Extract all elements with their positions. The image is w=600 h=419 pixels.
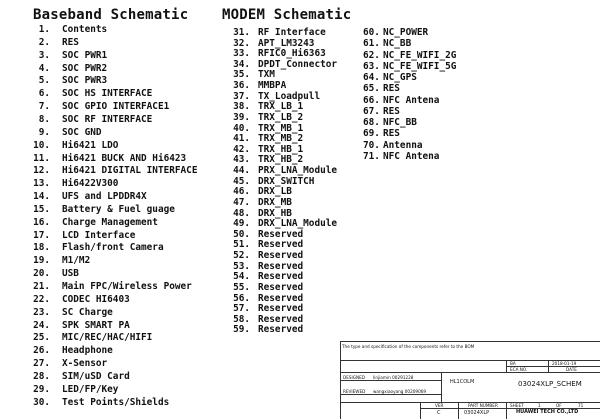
entry-number: 11. xyxy=(33,152,50,164)
entry-number: 5. xyxy=(38,75,50,87)
entry-title: Reserved xyxy=(258,281,304,293)
contents-entry xyxy=(30,255,90,267)
entry-number: 6. xyxy=(38,88,50,100)
entry-title: Charge Management xyxy=(62,216,158,228)
part-number-label: PART NUMBER xyxy=(468,403,498,408)
entry-title: APT_LM3243 xyxy=(258,37,315,49)
contents-entry xyxy=(30,345,113,357)
entry-title: DRX_MB xyxy=(258,196,292,208)
entry-title: NC_GPS xyxy=(383,72,417,83)
entry-title: TRX_LB_2 xyxy=(258,111,304,123)
entry-title: SOC GND xyxy=(62,126,102,138)
entry-title: RF Interface xyxy=(258,27,326,38)
entry-title: Battery & Fuel guage xyxy=(62,203,175,215)
entry-number: 1. xyxy=(38,24,50,35)
reviewer-name: wangxiaoyang 00209069 xyxy=(373,389,427,394)
contents-entry xyxy=(30,294,130,306)
contents-entry xyxy=(30,332,152,344)
entry-number: 35. xyxy=(233,69,250,81)
entry-number: 65. xyxy=(363,83,380,95)
entry-number: 71. xyxy=(363,150,380,162)
entry-title: SOC PWR1 xyxy=(62,49,108,61)
contents-entry xyxy=(30,204,175,216)
contents-entry xyxy=(30,37,79,49)
entry-number: 7. xyxy=(38,101,50,113)
entry-title: TRX_HB_2 xyxy=(258,154,304,166)
entry-number: 22. xyxy=(33,293,50,305)
entry-title: SIM/uSD Card xyxy=(62,370,130,382)
entry-number: 49. xyxy=(233,218,250,230)
entry-title: MIC/REC/HAC/HIFI xyxy=(62,332,153,344)
entry-title: Reserved xyxy=(258,271,304,283)
company-name: HUAWEI TECH CO.,LTD xyxy=(516,409,579,415)
entry-number: 36. xyxy=(233,80,250,92)
contents-entry xyxy=(363,72,417,84)
entry-number: 13. xyxy=(33,178,50,190)
entry-number: 56. xyxy=(233,292,250,304)
entry-number: 60. xyxy=(363,27,380,38)
entry-number: 64. xyxy=(363,72,380,83)
entry-title: TRX_MB_1 xyxy=(258,122,304,134)
entry-number: 15. xyxy=(33,203,50,215)
baseband-schematic-title: Baseband Schematic xyxy=(33,7,189,23)
entry-title: SOC HS INTERFACE xyxy=(62,88,153,100)
entry-title: Reserved xyxy=(258,239,304,251)
entry-title: PRX_LNA_Module xyxy=(258,165,338,177)
contents-entry xyxy=(30,307,113,319)
contents-entry xyxy=(30,230,135,242)
reviewed-label: REVIEWED xyxy=(343,389,366,394)
entry-number: 38. xyxy=(233,101,250,113)
contents-entry xyxy=(30,165,197,177)
entry-title: SC Charge xyxy=(62,306,113,318)
entry-title: Reserved xyxy=(258,324,304,336)
entry-title: RES xyxy=(383,83,400,95)
ver-label: VER xyxy=(435,403,444,408)
entry-number: 21. xyxy=(33,281,50,292)
entry-number: 19. xyxy=(33,255,50,267)
entry-title: NFC_BB xyxy=(383,117,417,128)
entry-number: 45. xyxy=(233,175,250,187)
entry-title: SOC PWR3 xyxy=(62,75,108,87)
contents-entry xyxy=(30,371,130,383)
designer-name: linjiamin 00291228 xyxy=(373,375,414,380)
entry-title: SOC PWR2 xyxy=(62,62,108,74)
entry-title: Reserved xyxy=(258,303,304,315)
entry-number: 58. xyxy=(233,313,250,325)
entry-title: Test Points/Shields xyxy=(62,396,170,408)
entry-number: 69. xyxy=(363,128,380,140)
entry-title: Reserved xyxy=(258,292,304,304)
contents-entry xyxy=(363,38,411,50)
of-label: OF xyxy=(556,403,562,408)
entry-number: 37. xyxy=(233,90,250,102)
contents-entry xyxy=(30,101,169,113)
board-name: HL1COLM xyxy=(450,379,475,385)
entry-title: SPK SMART PA xyxy=(62,319,130,331)
entry-title: CODEC HI6403 xyxy=(62,293,130,305)
entry-number: 30. xyxy=(33,396,50,408)
entry-title: Flash/front Camera xyxy=(62,242,164,254)
entry-number: 48. xyxy=(233,207,250,219)
entry-number: 9. xyxy=(38,126,50,138)
entry-number: 32. xyxy=(233,37,250,49)
entry-title: Contents xyxy=(62,24,108,35)
contents-entry xyxy=(30,75,107,87)
entry-number: 62. xyxy=(363,49,380,61)
entry-number: 51. xyxy=(233,239,250,251)
entry-number: 68. xyxy=(363,117,380,128)
entry-number: 43. xyxy=(233,154,250,166)
entry-title: SOC GPIO INTERFACE1 xyxy=(62,101,170,113)
entry-title: Main FPC/Wireless Power xyxy=(62,281,192,292)
entry-number: 63. xyxy=(363,60,380,72)
entry-number: 41. xyxy=(233,133,250,145)
title-block xyxy=(340,341,600,419)
eca-no-label: ECA NO. xyxy=(510,367,528,372)
entry-number: 24. xyxy=(33,319,50,331)
entry-number: 26. xyxy=(33,345,50,357)
entry-number: 53. xyxy=(233,260,250,272)
contents-entry xyxy=(30,191,147,203)
entry-title: LED/FP/Key xyxy=(62,383,119,395)
entry-number: 2. xyxy=(38,36,50,48)
entry-number: 3. xyxy=(38,49,50,61)
entry-number: 17. xyxy=(33,229,50,241)
entry-number: 10. xyxy=(33,139,50,151)
version-value: C xyxy=(437,410,441,416)
entry-title: DRX_HB xyxy=(258,207,292,219)
entry-number: 33. xyxy=(233,48,250,60)
entry-title: RFIC0_Hi6363 xyxy=(258,48,326,60)
entry-title: USB xyxy=(62,268,79,280)
entry-number: 61. xyxy=(363,38,380,50)
entry-title: DPDT_Connector xyxy=(258,58,338,70)
entry-title: NC_POWER xyxy=(383,27,429,38)
contents-entry xyxy=(30,397,169,409)
entry-number: 23. xyxy=(33,306,50,318)
ba-label: BA xyxy=(510,361,516,366)
contents-entry xyxy=(30,242,164,254)
entry-number: 28. xyxy=(33,370,50,382)
entry-number: 39. xyxy=(233,111,250,123)
entry-title: DRX_SWITCH xyxy=(258,175,315,187)
part-number-value: 03024XLP xyxy=(464,410,490,416)
entry-number: 29. xyxy=(33,383,50,395)
entry-title: Reserved xyxy=(258,250,304,262)
entry-title: NC_FE_WIFI_2G xyxy=(383,49,457,61)
entry-title: RES xyxy=(383,105,400,117)
entry-title: TX_Loadpull xyxy=(258,90,321,102)
contents-entry xyxy=(30,358,107,370)
entry-number: 44. xyxy=(233,165,250,177)
contents-entry xyxy=(30,217,158,229)
sheet-label: SHEET xyxy=(510,403,524,408)
entry-title: TRX_MB_2 xyxy=(258,133,304,145)
entry-number: 31. xyxy=(233,27,250,38)
entry-number: 42. xyxy=(233,143,250,155)
contents-entry xyxy=(363,50,456,62)
entry-title: NC_BB xyxy=(383,38,412,50)
contents-entry xyxy=(363,95,439,107)
entry-title: TRX_HB_1 xyxy=(258,143,304,155)
entry-title: TXM xyxy=(258,69,275,81)
bom-note: The type and specification of the components refer to the BOM xyxy=(342,344,475,349)
entry-title: RES xyxy=(62,36,79,48)
entry-title: SOC RF INTERFACE xyxy=(62,113,153,125)
entry-title: Antenna xyxy=(383,139,423,151)
entry-number: 55. xyxy=(233,281,250,293)
contents-entry xyxy=(30,140,118,152)
entry-number: 57. xyxy=(233,303,250,315)
contents-entry xyxy=(363,117,417,129)
entry-number: 4. xyxy=(38,62,50,74)
contents-entry xyxy=(363,83,400,95)
entry-title: NFC Antena xyxy=(383,150,440,162)
entry-number: 40. xyxy=(233,122,250,134)
modem-schematic-title: MODEM Schematic xyxy=(222,7,352,23)
sheet-total: 71 xyxy=(578,403,584,408)
contents-entry xyxy=(30,384,118,396)
contents-entry xyxy=(363,128,400,140)
contents-entry xyxy=(30,153,186,165)
entry-number: 47. xyxy=(233,196,250,208)
contents-entry xyxy=(30,127,102,139)
contents-entry xyxy=(30,63,107,75)
entry-title: Reserved xyxy=(258,228,304,240)
entry-title: RES xyxy=(383,128,400,140)
sheet-number: 1 xyxy=(538,403,541,408)
entry-number: 67. xyxy=(363,105,380,117)
contents-entry xyxy=(363,140,423,152)
entry-number: 70. xyxy=(363,139,380,151)
entry-number: 50. xyxy=(233,228,250,240)
entry-title: Hi6421 DIGITAL INTERFACE xyxy=(62,165,198,177)
contents-entry xyxy=(30,281,192,293)
entry-title: Reserved xyxy=(258,313,304,325)
entry-title: TRX_LB_1 xyxy=(258,101,304,113)
date-label: DATE xyxy=(566,367,577,372)
contents-entry xyxy=(30,88,152,100)
entry-number: 16. xyxy=(33,216,50,228)
entry-title: DRX_LB xyxy=(258,186,292,198)
entry-title: Hi6421 LDO xyxy=(62,139,119,151)
entry-title: DRX_LNA_Module xyxy=(258,218,338,230)
entry-number: 34. xyxy=(233,58,250,70)
contents-entry xyxy=(30,268,79,280)
contents-entry xyxy=(230,324,303,336)
entry-number: 8. xyxy=(38,113,50,125)
entry-title: NFC Antena xyxy=(383,94,440,106)
drawing-name: 03024XLP_SCHEM xyxy=(518,380,582,388)
designed-label: DESIGNED xyxy=(343,375,366,380)
entry-title: X-Sensor xyxy=(62,358,108,370)
entry-number: 46. xyxy=(233,186,250,198)
entry-number: 18. xyxy=(33,242,50,254)
entry-title: Hi6421 BUCK AND Hi6423 xyxy=(62,152,187,164)
entry-number: 59. xyxy=(233,324,250,336)
entry-title: M1/M2 xyxy=(62,255,91,267)
entry-number: 25. xyxy=(33,332,50,344)
entry-number: 66. xyxy=(363,94,380,106)
contents-entry xyxy=(363,61,456,73)
entry-title: LCD Interface xyxy=(62,229,136,241)
contents-entry xyxy=(30,24,107,36)
contents-entry xyxy=(363,27,428,39)
entry-title: UFS and LPDDR4X xyxy=(62,191,147,203)
contents-entry xyxy=(30,114,152,126)
entry-number: 27. xyxy=(33,358,50,370)
entry-number: 54. xyxy=(233,271,250,283)
contents-entry xyxy=(30,320,130,332)
entry-number: 12. xyxy=(33,165,50,177)
contents-entry xyxy=(30,178,118,190)
contents-entry xyxy=(30,50,107,62)
contents-entry xyxy=(363,151,439,163)
entry-number: 14. xyxy=(33,191,50,203)
entry-title: NC_FE_WIFI_5G xyxy=(383,60,457,72)
entry-number: 20. xyxy=(33,268,50,280)
entry-title: Headphone xyxy=(62,345,113,357)
entry-title: Hi6422V300 xyxy=(62,178,119,190)
release-date: 2018-01-19 xyxy=(552,361,577,366)
entry-title: Reserved xyxy=(258,260,304,272)
entry-title: MMBPA xyxy=(258,80,287,92)
contents-entry xyxy=(363,106,400,118)
entry-number: 52. xyxy=(233,250,250,262)
